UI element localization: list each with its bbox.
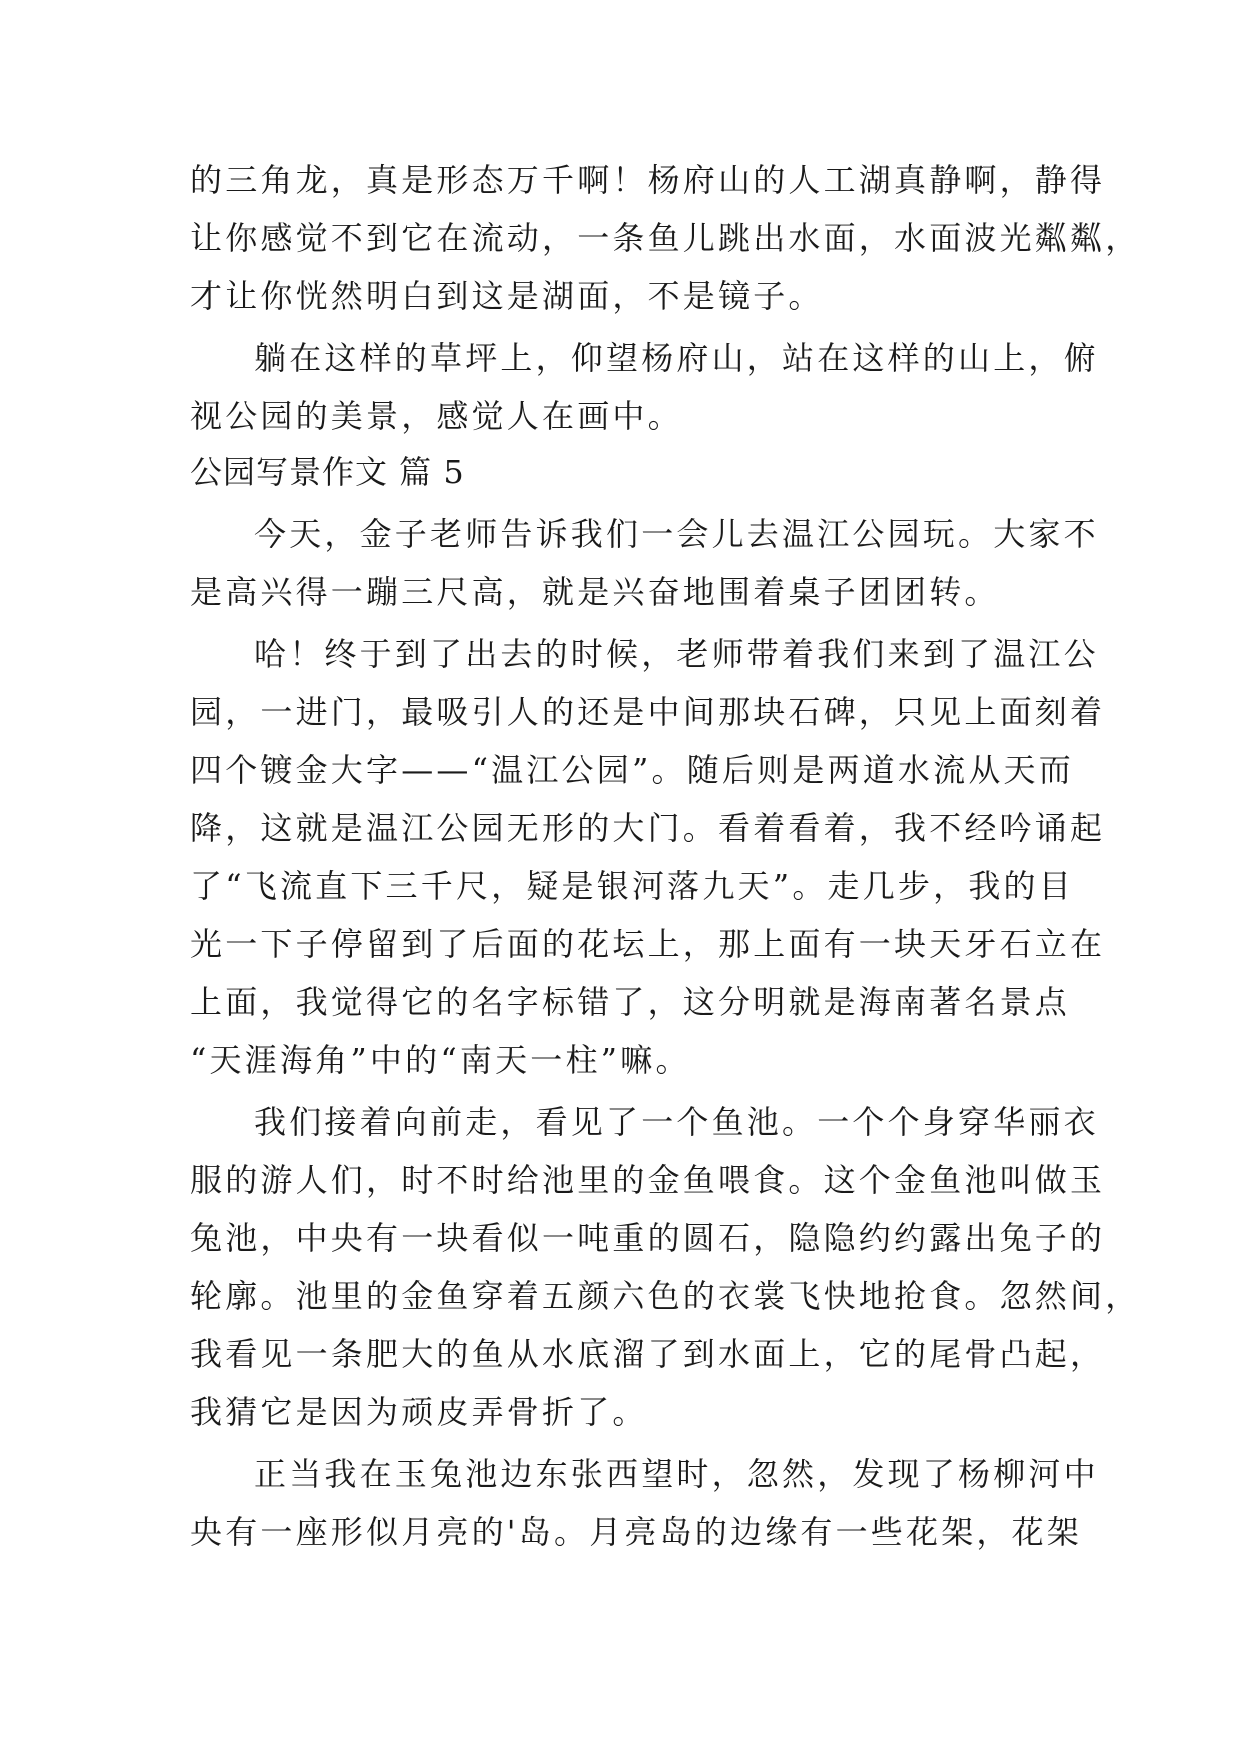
text-line: 了“飞流直下三千尺，疑是银河落九天”。走几步，我的目 [190, 867, 1074, 905]
text-line: 四个镀金大字——“温江公园”。随后则是两道水流从天而 [190, 751, 1074, 789]
text-line: 是高兴得一蹦三尺高，就是兴奋地围着桌子团团转。 [190, 573, 1000, 611]
text-line: “天涯海角”中的“南天一柱”嘛。 [190, 1041, 691, 1079]
text-line: 降，这就是温江公园无形的大门。看着看着，我不经吟诵起 [190, 809, 1106, 847]
text-line: 园，一进门，最吸引人的还是中间那块石碑，只见上面刻着 [190, 693, 1106, 731]
text-line: 才让你恍然明白到这是湖面，不是镜子。 [190, 277, 824, 315]
section-heading: 公园写景作文 篇 5 [190, 453, 465, 491]
text-line: 兔池，中央有一块看似一吨重的圆石，隐隐约约露出兔子的 [190, 1219, 1106, 1257]
text-line: 我猜它是因为顽皮弄骨折了。 [190, 1393, 648, 1431]
text-line: 视公园的美景，感觉人在画中。 [190, 397, 683, 435]
text-line: 的三角龙，真是形态万千啊！杨府山的人工湖真静啊，静得 [190, 161, 1106, 199]
paragraph-first-line: 今天，金子老师告诉我们一会儿去温江公园玩。大家不 [254, 515, 1099, 553]
text-line: 光一下子停留到了后面的花坛上，那上面有一块天牙石立在 [190, 925, 1106, 963]
text-line: 上面，我觉得它的名字标错了，这分明就是海南著名景点 [190, 983, 1071, 1021]
text-line: 央有一座形似月亮的'岛。月亮岛的边缘有一些花架，花架 [190, 1513, 1082, 1551]
paragraph-first-line: 我们接着向前走，看见了一个鱼池。一个个身穿华丽衣 [254, 1103, 1099, 1141]
paragraph-first-line: 哈！终于到了出去的时候，老师带着我们来到了温江公 [254, 635, 1099, 673]
paragraph-first-line: 躺在这样的草坪上，仰望杨府山，站在这样的山上，俯 [254, 339, 1099, 377]
text-line: 服的游人们，时不时给池里的金鱼喂食。这个金鱼池叫做玉 [190, 1161, 1106, 1199]
paragraph-first-line: 正当我在玉兔池边东张西望时，忽然，发现了杨柳河中 [254, 1455, 1099, 1493]
text-line: 让你感觉不到它在流动，一条鱼儿跳出水面，水面波光粼粼， [190, 219, 1141, 257]
text-line: 轮廓。池里的金鱼穿着五颜六色的衣裳飞快地抢食。忽然间， [190, 1277, 1141, 1315]
text-line: 我看见一条肥大的鱼从水底溜了到水面上，它的尾骨凸起， [190, 1335, 1106, 1373]
